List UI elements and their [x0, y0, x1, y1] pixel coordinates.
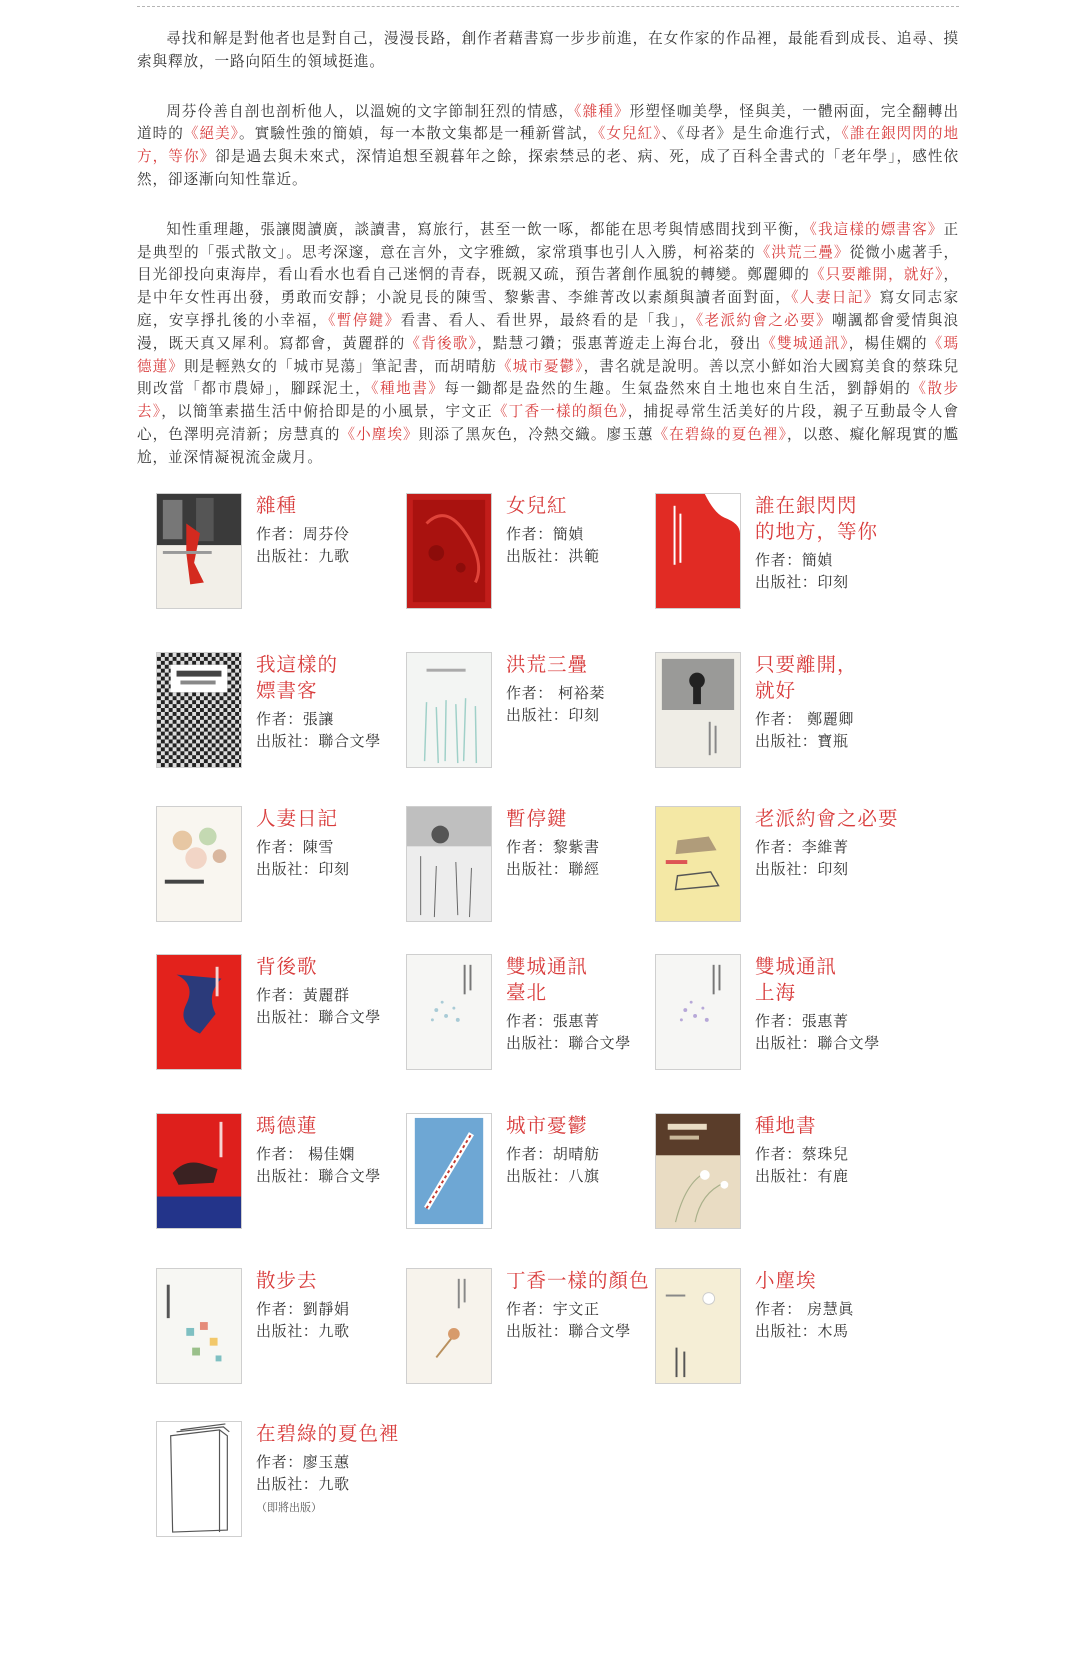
book-card[interactable] — [655, 806, 925, 936]
book-publisher: 出版社：聯合文學 — [256, 732, 381, 750]
book-cover-image[interactable] — [406, 652, 492, 768]
book-publisher: 出版社：九歌 — [256, 547, 350, 565]
book-title-mention[interactable]: 《絕美》 — [183, 125, 239, 143]
paragraph-text: 周芬伶善自剖也剖析他人，以溫婉的文字節制狂烈的情感， — [166, 102, 575, 120]
book-title-mention[interactable]: 《暫停鍵》 — [328, 311, 401, 329]
book-title-mention[interactable]: 《在碧綠的夏色裡》 — [653, 425, 787, 443]
book-title[interactable] — [755, 1268, 955, 1294]
book-title[interactable] — [755, 954, 955, 1006]
book-author: 作者：胡晴舫 — [506, 1145, 600, 1163]
book-publisher: 出版社：聯合文學 — [506, 1322, 631, 1340]
book-card[interactable] — [156, 954, 426, 1084]
book-cover-image[interactable] — [655, 954, 741, 1070]
book-card[interactable] — [655, 493, 925, 623]
book-info — [755, 1268, 955, 1342]
book-author: 作者：蔡珠兒 — [755, 1145, 849, 1163]
paragraph-text: ，楊佳嫻的 — [848, 334, 928, 352]
book-info — [755, 493, 955, 593]
book-cover-image[interactable] — [655, 652, 741, 768]
book-author: 作者：李維菁 — [755, 838, 849, 856]
book-author: 作者：陳雪 — [256, 838, 335, 856]
book-card[interactable] — [406, 806, 676, 936]
book-cover-image[interactable] — [156, 806, 242, 922]
book-author: 作者：簡媜 — [506, 525, 585, 543]
book-publisher: 出版社：聯合文學 — [755, 1034, 880, 1052]
book-author: 作者： 房慧眞 — [755, 1300, 854, 1318]
book-author: 作者：張讓 — [256, 710, 335, 728]
book-title-mention[interactable]: 《我這樣的嫖書客》 — [809, 220, 944, 238]
book-author: 作者：周芬伶 — [256, 525, 350, 543]
book-title-mention[interactable]: 《種地書》 — [371, 380, 445, 398]
book-cover-image[interactable] — [156, 1421, 242, 1537]
book-cover-image[interactable] — [406, 954, 492, 1070]
book-cover-image[interactable] — [655, 1113, 741, 1229]
book-cover-image[interactable] — [156, 1268, 242, 1384]
paragraph-text: ，以憨、癡化解現實的尷尬，並深情凝視流金歲月。 — [137, 425, 959, 466]
book-title-mention[interactable]: 《老派約會之必要》 — [695, 311, 832, 329]
book-publisher: 出版社：有鹿 — [755, 1167, 849, 1185]
book-card[interactable] — [406, 493, 676, 623]
book-cover-image[interactable] — [406, 806, 492, 922]
book-cover-image[interactable] — [655, 806, 741, 922]
book-title-line[interactable]: 洪荒三疊 — [506, 653, 589, 676]
book-title-line[interactable]: 在碧綠的夏色裡 — [256, 1422, 400, 1445]
paragraph-text: ，捕捉尋常生活美好的片段，親子互動最令人會心，色澤明亮清新；房慧真的 — [137, 403, 959, 443]
paragraph-text: 知性重理趣，張讓閱讀廣，談讀書，寫旅行，甚至一飲一啄，都能在思考與情感間找到平衡， — [166, 220, 810, 238]
book-author: 作者：黃麗群 — [256, 986, 350, 1004]
book-title-mention[interactable]: 《雜種》 — [574, 102, 630, 120]
book-info — [755, 954, 955, 1054]
book-card[interactable] — [406, 1268, 676, 1398]
book-publisher: 出版社：印刻 — [755, 573, 849, 591]
book-title-line[interactable]: 臺北 — [506, 981, 548, 1004]
book-card[interactable] — [156, 1113, 426, 1243]
book-card[interactable] — [406, 1113, 676, 1243]
book-publisher: 出版社：印刻 — [506, 706, 600, 724]
book-title-line[interactable]: 種地書 — [755, 1114, 817, 1137]
book-publisher: 出版社：聯經 — [506, 860, 600, 878]
book-title-mention[interactable]: 《丁香一樣的顏色》 — [492, 403, 628, 421]
book-title-line[interactable]: 背後歌 — [256, 955, 318, 978]
paragraph-text: 。實驗性強的簡媜，每一本散文集都是一種新嘗試， — [239, 125, 599, 143]
book-title-line[interactable]: 雙城通訊 — [506, 955, 589, 978]
book-title[interactable] — [755, 806, 955, 832]
book-author: 作者：黎紫書 — [506, 838, 600, 856]
book-title-mention[interactable]: 《散步去》 — [137, 380, 960, 421]
paragraph-text: ，書名就是說明。善以烹小鮮如治大國寫美食的蔡珠兒則改當「都市農婦」，腳踩泥土， — [137, 357, 959, 398]
paragraph-text: ，黠慧刁鑽；張惠菁遊走上海台北，發出 — [477, 334, 762, 352]
book-author: 作者：廖玉蕙 — [256, 1453, 350, 1471]
book-title-line[interactable]: 城市憂鬱 — [506, 1114, 589, 1137]
book-publisher: 出版社：八旗 — [506, 1167, 600, 1185]
book-card[interactable] — [655, 652, 925, 782]
book-card[interactable] — [156, 1421, 426, 1551]
book-title[interactable] — [755, 652, 955, 704]
book-title-line[interactable]: 散步去 — [256, 1269, 318, 1292]
book-title-line[interactable]: 只要離開， — [755, 653, 858, 676]
book-title-mention[interactable]: 《雙城通訊》 — [761, 334, 849, 352]
book-publisher: 出版社：九歌 — [256, 1475, 350, 1493]
book-title-line[interactable]: 誰在銀閃閃 — [755, 494, 858, 517]
book-title-line[interactable]: 雙城通訊 — [755, 955, 838, 978]
book-card[interactable] — [406, 652, 676, 782]
book-card[interactable] — [655, 1113, 925, 1243]
book-card[interactable] — [406, 954, 676, 1084]
paragraph-text: ，是中年女性再出發，勇敢而安靜；小說見長的陳雪、黎紫書、李維菁改以素顏與讀者面對面， — [137, 266, 959, 307]
paragraph-text: 則添了黑灰色，冷熱交織。廖玉蕙 — [418, 425, 654, 443]
book-author: 作者：張惠菁 — [506, 1012, 600, 1030]
book-title-mention[interactable]: 《人妻日記》 — [791, 289, 880, 307]
book-publisher: 出版社：印刻 — [256, 860, 350, 878]
book-title-line[interactable]: 我這樣的 — [256, 653, 339, 676]
book-title-line[interactable]: 女兒紅 — [506, 494, 568, 517]
book-release-note: （即將出版） — [256, 1501, 322, 1514]
book-author: 作者： 柯裕棻 — [506, 684, 605, 702]
book-publisher: 出版社：聯合文學 — [256, 1167, 381, 1185]
book-author: 作者：宇文正 — [506, 1300, 600, 1318]
book-publisher: 出版社：聯合文學 — [506, 1034, 631, 1052]
book-title-mention[interactable]: 《誰在銀閃閃的地方，等你》 — [137, 125, 959, 166]
book-title-line[interactable]: 丁香一樣的顏色 — [506, 1269, 650, 1292]
book-publisher: 出版社：洪範 — [506, 547, 600, 565]
book-title-line[interactable]: 嫖書客 — [256, 679, 318, 702]
book-title[interactable] — [256, 1421, 456, 1447]
book-title-line[interactable]: 就好 — [755, 679, 797, 702]
paragraph-text: 看書、看人、看世界，最終看的是「我」， — [400, 311, 696, 329]
book-cover-image[interactable] — [655, 1268, 741, 1384]
book-cover-image[interactable] — [156, 652, 242, 768]
book-author: 作者：簡媜 — [755, 551, 834, 569]
book-info — [755, 652, 955, 752]
book-card[interactable] — [156, 493, 426, 623]
book-cover-image[interactable] — [406, 493, 492, 609]
book-publisher: 出版社：九歌 — [256, 1322, 350, 1340]
book-publisher: 出版社：聯合文學 — [256, 1008, 381, 1026]
book-title-mention[interactable]: 《女兒紅》 — [598, 125, 662, 143]
paragraph-text: 卻是過去與未來式，深情追想至親暮年之餘，探索禁忌的老、病、死，成了百科全書式的「老年學」，感性依然，卻逐漸向知性靠近。 — [137, 148, 959, 188]
book-author: 作者： 鄭麗卿 — [755, 710, 854, 728]
book-info — [755, 806, 955, 880]
paragraph-text: 形塑怪咖美學，怪與美，一體兩面，完全翻轉出道時的 — [137, 102, 959, 143]
paragraph-text: 則是輕熟女的「城市晃蕩」筆記書，而胡晴舫 — [183, 357, 497, 375]
book-title-line[interactable]: 瑪德蓮 — [256, 1114, 318, 1137]
book-publisher: 出版社：寶瓶 — [755, 732, 849, 750]
paragraph-text: ，以簡筆素描生活中俯拾即是的小風景，宇文正 — [161, 403, 493, 421]
book-publisher: 出版社：印刻 — [755, 860, 849, 878]
book-card[interactable] — [655, 954, 925, 1084]
book-author: 作者：張惠菁 — [755, 1012, 849, 1030]
book-publisher: 出版社：木馬 — [755, 1322, 849, 1340]
book-title-line[interactable]: 人妻日記 — [256, 807, 339, 830]
book-card[interactable] — [156, 652, 426, 782]
book-cover-image[interactable] — [655, 493, 741, 609]
book-title-mention[interactable]: 《瑪德蓮》 — [137, 334, 959, 375]
book-title-mention[interactable]: 《背後歌》 — [405, 334, 478, 352]
book-title-line[interactable]: 老派約會之必要 — [755, 807, 899, 830]
book-author: 作者： 楊佳嫻 — [256, 1145, 355, 1163]
paragraph-text: 嘲諷都會愛情與浪漫，既天真又犀利。寫都會，黃麗群的 — [137, 311, 959, 352]
book-title[interactable] — [755, 1113, 955, 1139]
paragraph-text: 、《母者》是生命進行式， — [661, 125, 842, 143]
book-title-line[interactable]: 小塵埃 — [755, 1269, 817, 1292]
book-title-mention[interactable]: 《城市憂鬱》 — [496, 357, 584, 375]
book-title-mention[interactable]: 《小塵埃》 — [340, 425, 419, 443]
paragraph-text: 正是典型的「張式散文」。思考深邃，意在言外，文字雅緻，家常瑣事也引人入勝，柯裕棻的 — [137, 220, 959, 261]
book-info — [256, 1421, 456, 1515]
book-title-line[interactable]: 暫停鍵 — [506, 807, 568, 830]
book-card[interactable] — [655, 1268, 925, 1398]
book-cover-image[interactable] — [156, 1113, 242, 1229]
book-cover-image[interactable] — [156, 954, 242, 1070]
book-cover-image[interactable] — [406, 1113, 492, 1229]
paragraph-text: 從微小處著手，目光卻投向東海岸，看山看水也看自己迷惘的青春，既親又疏，預告著創作風貌的轉變。鄭麗卿的 — [137, 243, 959, 284]
book-card[interactable] — [156, 806, 426, 936]
book-card[interactable] — [156, 1268, 426, 1398]
paragraph-text: 尋找和解是對他者也是對自己，漫漫長路，創作者藉書寫一步步前進，在女作家的作品裡，最能看到成長、追尋、摸索與釋放，一路向陌生的領域挺進。 — [137, 30, 959, 70]
book-info — [755, 1113, 955, 1187]
book-title-line[interactable]: 的地方，等你 — [755, 520, 879, 543]
book-cover-image[interactable] — [406, 1268, 492, 1384]
book-title-mention[interactable]: 《洪荒三疊》 — [755, 243, 850, 261]
book-title-mention[interactable]: 《只要離開，就好》 — [809, 266, 944, 284]
paragraph-text: 寫女同志家庭，安享掙扎後的小幸福， — [137, 289, 959, 329]
book-title-line[interactable]: 雜種 — [256, 494, 298, 517]
book-title[interactable] — [755, 493, 955, 545]
book-author: 作者：劉靜娟 — [256, 1300, 350, 1318]
book-cover-image[interactable] — [156, 493, 242, 609]
paragraph-text: 每一鋤都是盎然的生趣。生氣盎然來自土地也來自生活，劉靜娟的 — [444, 380, 912, 398]
book-title-line[interactable]: 上海 — [755, 981, 797, 1004]
